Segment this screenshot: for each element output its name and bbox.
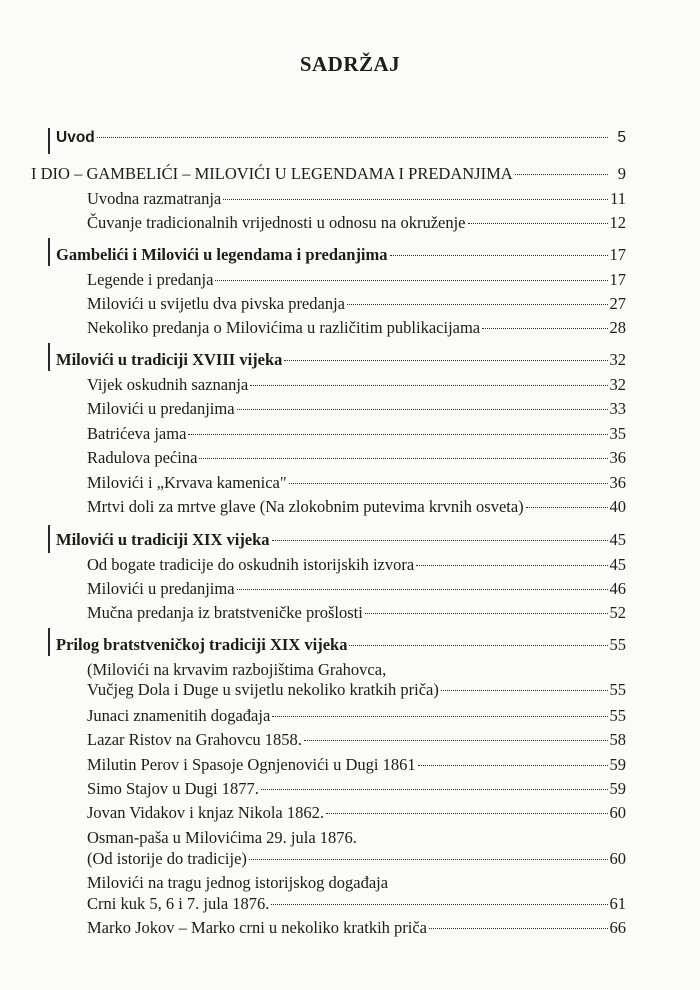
toc-entry[interactable] [87,918,626,938]
toc-entry[interactable] [87,755,626,775]
toc-entry-page: 35 [609,424,626,443]
toc-entry-page: 45 [609,530,626,549]
dot-leader [365,613,608,614]
toc-entry[interactable] [87,270,626,290]
toc-entry-page: 32 [609,375,626,394]
toc-entry-title: Uvodna razmatranja [87,189,222,208]
toc-entry-title: Legende i predanja [87,270,214,289]
margin-rule [48,128,50,154]
toc-entry[interactable] [87,706,626,726]
toc-entry-page: 58 [609,730,626,749]
dot-leader [237,589,608,590]
toc-entry-page: 5 [617,129,626,146]
toc-entry-page: 11 [610,189,626,208]
toc-entry-page: 45 [609,555,626,574]
dot-leader [349,645,607,646]
toc-entry-page: 12 [609,213,626,232]
dot-leader [441,690,608,691]
toc-entry[interactable] [87,730,626,750]
toc-entry[interactable] [56,128,626,148]
toc-entry-title: Od bogate tradicije do oskudnih istorijskih izvora [87,555,415,574]
dot-leader [326,813,607,814]
toc-entry[interactable] [87,894,626,914]
toc-entry[interactable] [87,803,626,823]
toc-entry-title: Mrtvi doli za mrtve glave (Na zlokobnim putevima krvnih osveta) [87,497,524,516]
toc-entry-page: 17 [609,245,626,264]
toc-entry[interactable] [87,424,626,444]
dot-leader [429,928,607,929]
toc-entry-title: (Milovići na krvavim razbojištima Grahovca, [87,660,387,679]
toc-entry[interactable] [56,350,626,370]
dot-leader [215,280,607,281]
dot-leader [261,789,608,790]
toc-entry-title: Nekoliko predanja o Milovićima u različitim publikacijama [87,318,481,337]
dot-leader [223,199,608,200]
toc-entry-page: 59 [609,779,626,798]
toc-entry-page: 59 [609,755,626,774]
dot-leader [237,409,608,410]
toc-entry[interactable] [56,245,626,265]
toc-entry-title: Milovići u tradiciji XVIII vijeka [56,350,283,369]
dot-leader [416,565,607,566]
dot-leader [284,360,607,361]
toc-entry-page: 27 [609,294,626,313]
toc-entry-title: Mučna predanja iz bratstveničke prošlosti [87,603,363,622]
toc-entry[interactable] [87,213,626,233]
toc-entry-page: 60 [609,849,626,868]
toc-entry-title: Batrićeva jama [87,424,187,443]
toc-entry[interactable] [87,680,626,700]
toc-entry-title: Milovići na tragu jednog istorijskog događaja [87,873,389,892]
dot-leader [271,904,607,905]
toc-entry-title: Junaci znamenitih događaja [87,706,271,725]
toc-entry-title-cont: Crni kuk 5, 6 i 7. jula 1876. [87,894,270,913]
toc-entry-page: 55 [609,706,626,725]
page-title: SADRŽAJ [299,52,401,76]
toc-entry-page: 33 [609,399,626,418]
dot-leader [390,255,608,256]
dot-leader [272,716,607,717]
margin-rule [48,525,50,553]
toc-entry-page: 66 [609,918,626,937]
toc-entry-title: Milovići u predanjima [87,579,235,598]
toc-entry-title: Uvod [56,129,95,146]
dot-leader [418,765,608,766]
toc-entry-page: 9 [617,164,626,183]
toc-entry-title: Čuvanje tradicionalnih vrijednosti u odnosu na okruženje [87,213,466,232]
toc-entry[interactable] [87,849,626,869]
dot-leader [188,434,607,435]
toc-entry[interactable] [87,497,626,517]
toc-entry-title: Osman-paša u Milovićima 29. jula 1876. [87,828,357,847]
toc-entry-title-cont: Vučjeg Dola i Duge u svijetlu nekoliko kratkih priča) [87,680,439,699]
toc-entry-title: Milovići u svijetlu dva pivska predanja [87,294,345,313]
toc-entry-page: 55 [609,680,626,699]
toc-entry[interactable] [56,635,626,655]
margin-rule [48,343,50,371]
toc-entry-title: Milovići u tradiciji XIX vijeka [56,530,270,549]
margin-rule [48,238,50,266]
toc-entry[interactable] [31,164,626,184]
toc-entry[interactable] [87,603,626,623]
dot-leader [289,483,608,484]
dot-leader [304,740,608,741]
toc-entry-title: Simo Stajov u Dugi 1877. [87,779,259,798]
toc-entry[interactable] [87,579,626,599]
toc-entry-title: Marko Jokov – Marko crni u nekoliko kratkih priča [87,918,428,937]
toc-entry-title: Lazar Ristov na Grahovcu 1858. [87,730,302,749]
dot-leader [347,304,608,305]
dot-leader [199,458,607,459]
toc-entry[interactable] [87,473,626,493]
toc-entry-title: Prilog bratstveničkoj tradiciji XIX vijeka [56,635,348,654]
dot-leader [468,223,608,224]
toc-entry-page: 17 [609,270,626,289]
toc-entry-title: Milutin Perov i Spasoje Ognjenovići u Dugi 1861 [87,755,416,774]
toc-entry-title: Milovići i „Krvava kamenica" [87,473,287,492]
toc-entry-page: 52 [609,603,626,622]
toc-entry-page: 32 [609,350,626,369]
toc-entry-page: 40 [609,497,626,516]
toc-entry[interactable] [87,555,626,575]
toc-entry[interactable] [87,294,626,314]
toc-entry[interactable] [87,375,626,395]
toc-entry[interactable] [87,448,626,468]
toc-entry[interactable] [87,779,626,799]
toc-entry[interactable] [87,399,626,419]
toc-entry-page: 36 [609,473,626,492]
toc-entry-page: 28 [609,318,626,337]
toc-entry-title: Radulova pećina [87,448,198,467]
margin-rule [48,628,50,656]
dot-leader [482,328,607,329]
toc-entry-page: 60 [609,803,626,822]
dot-leader [526,507,608,508]
dot-leader [97,137,608,138]
toc-entry-title: Jovan Vidakov i knjaz Nikola 1862. [87,803,325,822]
toc-entry-page: 36 [609,448,626,467]
toc-entry-title-cont: (Od istorije do tradicije) [87,849,247,868]
toc-entry-page: 61 [609,894,626,913]
toc-entry-page: 46 [609,579,626,598]
toc-entry-title: Milovići u predanjima [87,399,235,418]
toc-entry-page: 55 [609,635,626,654]
toc-entry[interactable] [87,189,626,209]
toc-entry[interactable] [87,318,626,338]
toc-entry-title: Vijek oskudnih saznanja [87,375,249,394]
toc-entry-title: I DIO – GAMBELIĆI – MILOVIĆI U LEGENDAMA I PREDANJIMA [31,164,513,183]
dot-leader [272,540,608,541]
toc-entry[interactable] [56,530,626,550]
dot-leader [249,859,608,860]
dot-leader [250,385,607,386]
toc-entry-title: Gambelići i Milovići u legendama i predanjima [56,245,388,264]
dot-leader [515,174,608,175]
